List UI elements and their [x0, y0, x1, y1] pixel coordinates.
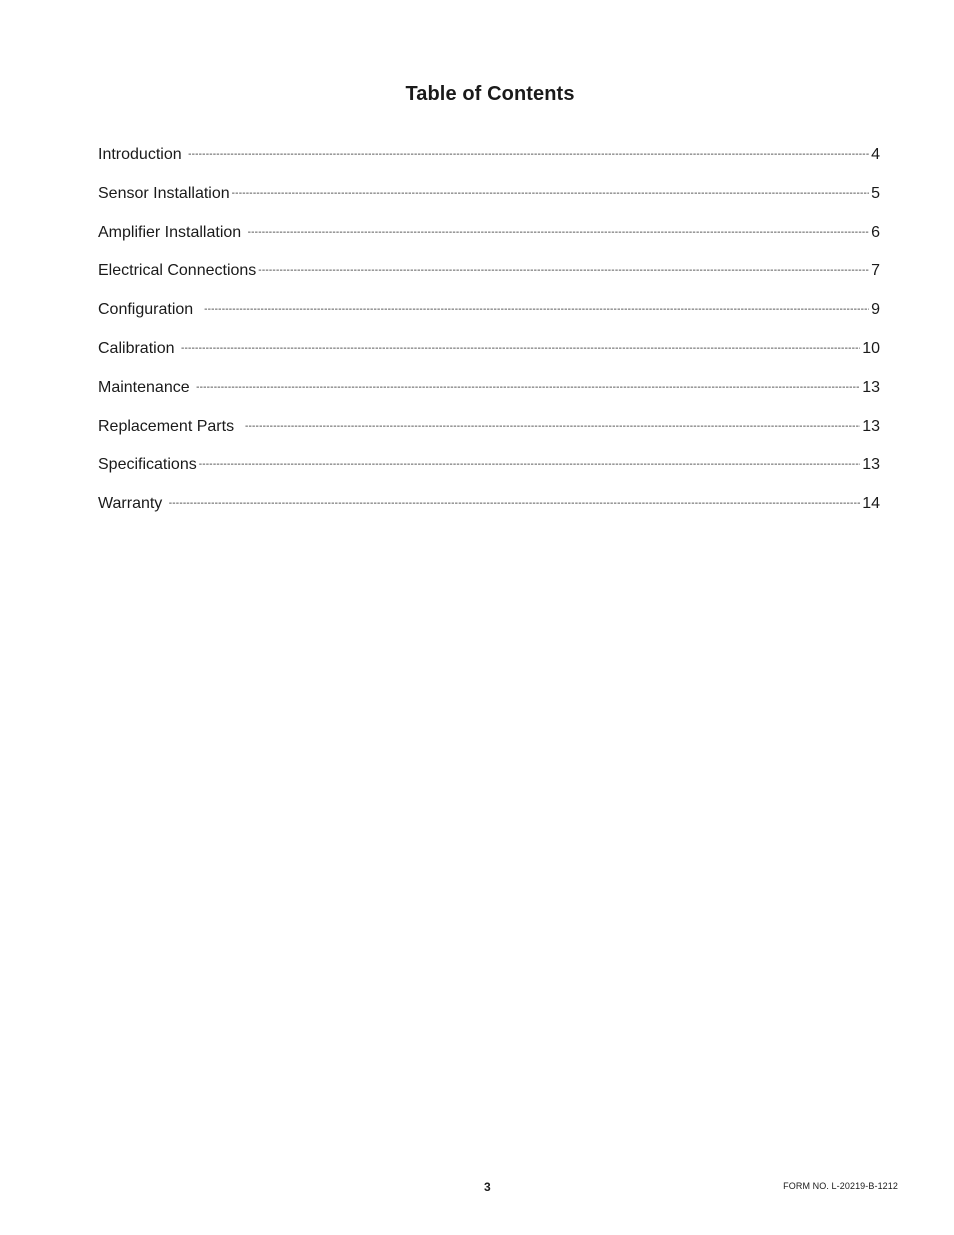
toc-entry-replacement-parts[interactable] — [98, 417, 880, 456]
toc-entry-label: Electrical Connections — [98, 262, 257, 280]
toc-dot-leader — [188, 145, 869, 165]
toc-entry-label: Configuration — [98, 301, 203, 319]
toc-entry-introduction[interactable] — [98, 145, 880, 184]
toc-entry-maintenance[interactable] — [98, 378, 880, 417]
toc-entry-page: 6 — [871, 223, 880, 241]
toc-dot-leader — [169, 494, 860, 514]
page-title: Table of Contents — [405, 83, 575, 106]
toc-entry-label: Warranty — [98, 495, 167, 513]
toc-entry-specifications[interactable] — [98, 455, 880, 494]
toc-dot-leader — [196, 378, 860, 398]
toc-entry-label: Specifications — [98, 456, 197, 474]
toc-dot-leader — [248, 223, 869, 243]
toc-entry-label: Maintenance — [98, 378, 195, 396]
toc-dot-leader — [258, 261, 869, 281]
page-number: 3 — [484, 1180, 491, 1194]
toc-entry-configuration[interactable] — [98, 300, 880, 339]
toc-entry-page: 9 — [871, 301, 880, 319]
toc-entry-label: Sensor Installation — [98, 184, 230, 202]
toc-entry-page: 13 — [862, 417, 880, 435]
toc-entry-sensor-installation[interactable] — [98, 184, 880, 223]
toc-entry-label: Calibration — [98, 339, 179, 357]
toc-dot-leader — [181, 339, 860, 359]
toc-entry-amplifier-installation[interactable] — [98, 223, 880, 262]
toc-entry-page: 13 — [862, 378, 880, 396]
toc-entry-page: 13 — [862, 456, 880, 474]
toc-dot-leader — [232, 184, 869, 204]
toc-entry-label: Amplifier Installation — [98, 223, 246, 241]
toc-entry-page: 5 — [871, 184, 880, 202]
toc-entry-label: Introduction — [98, 146, 187, 163]
toc-entry-warranty[interactable] — [98, 494, 880, 533]
toc-entry-page: 14 — [862, 495, 880, 513]
toc-entry-label: Replacement Parts — [98, 417, 243, 435]
table-of-contents — [98, 145, 880, 533]
toc-dot-leader — [204, 300, 869, 320]
toc-entry-electrical-connections[interactable] — [98, 261, 880, 300]
toc-entry-page: 10 — [862, 339, 880, 357]
toc-entry-page: 7 — [871, 262, 880, 280]
toc-entry-calibration[interactable] — [98, 339, 880, 378]
toc-dot-leader — [199, 455, 860, 475]
form-number: FORM NO. L-20219-B-1212 — [783, 1181, 898, 1191]
toc-entry-page: 4 — [871, 146, 880, 163]
toc-dot-leader — [245, 417, 860, 437]
